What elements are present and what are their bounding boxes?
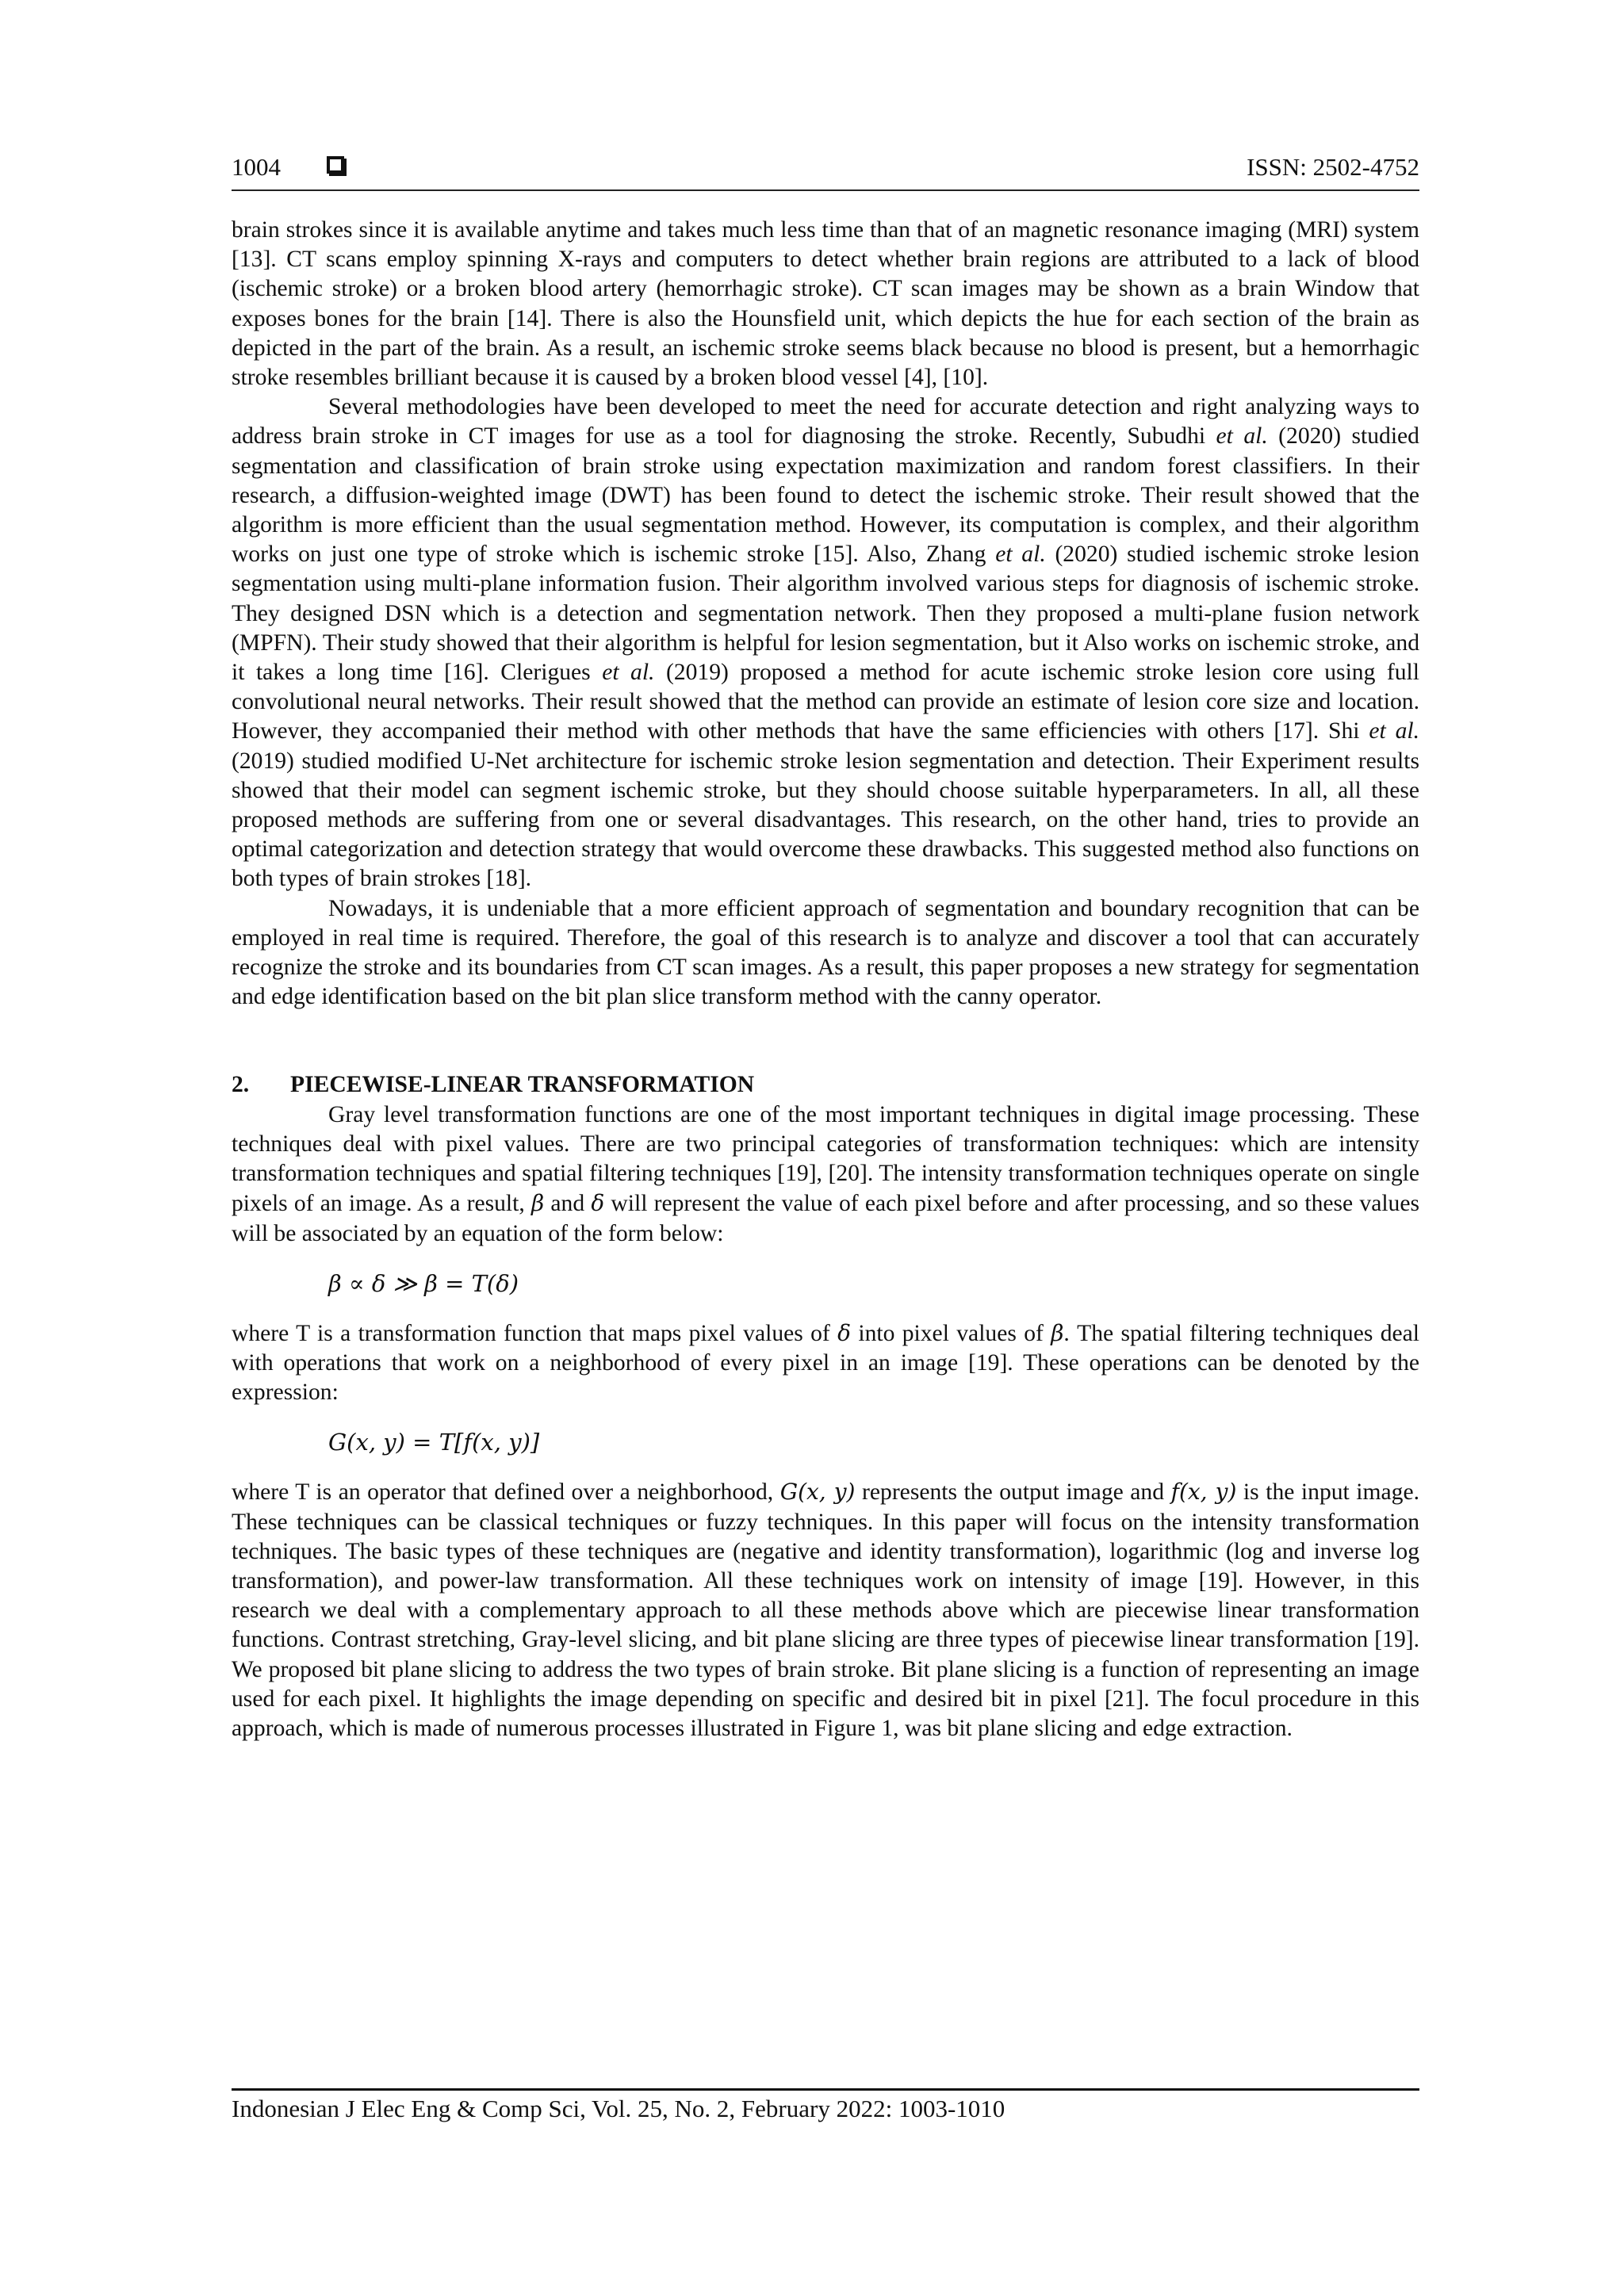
paragraph-motivation: Nowadays, it is undeniable that a more efficient approach of segmentation and boundary recognition that can be employed in real time is required. Therefore, the goal of this research is to analyze and discover a tool that can accurately recognize the stroke and its boundaries from CT scan images. As a result, this paper proposes a new strategy for segmentation and edge identification based on the bit plan slice transform method with the canny operator.	[232, 895, 1419, 1010]
paragraph-gray-level: Gray level transformation functions are one of the most important techniques in digital image processing. These techniques deal with pixel values. There are two principal categories of transformation techniques: which are intensity transformation techniques and spatial filtering techniques [19], [20]. The intensity transformation techniques operate on single pixels of an image. As a result, β and δ will represent the value of each pixel before and after processing, and so these values will be associated by an equation of the form below:	[232, 1101, 1419, 1246]
delta-symbol: δ	[591, 1190, 605, 1217]
equation-intensity-transform: β ∝ δ ≫ β = T(δ)	[328, 1269, 519, 1297]
page-number: 1004	[232, 153, 281, 181]
gxy-symbol: G(x, y)	[779, 1479, 856, 1506]
paragraph-intro-continuation: brain strokes since it is available anytime and takes much less time than that of an magnetic resonance imaging (MRI) system [13]. CT scans employ spinning X-rays and computers to detect whether brain regions are attributed to a lack of blood (ischemic stroke) or a broken blood artery (hemorrhagic stroke). CT scan images may be shown as a brain Window that exposes bones for the brain [14]. There is also the Hounsfield unit, which depicts the hue for each section of the brain as depicted in the part of the brain. As a result, an ischemic stroke seems black because no blood is present, but a hemorrhagic stroke resembles brilliant because it is caused by a broken blood vessel [4], [10].	[232, 217, 1419, 391]
journal-citation-footer: Indonesian J Elec Eng & Comp Sci, Vol. 25, No. 2, February 2022: 1003-1010	[232, 2095, 1005, 2122]
page-body	[232, 216, 1419, 1743]
page-header	[232, 153, 1419, 201]
paragraph-spatial-filtering: where T is a transformation function that maps pixel values of δ into pixel values of β. The spatial filtering techniques deal with operations that work on a neighborhood of every pixel in an image [19]. These operations can be denoted by the expression:	[232, 1319, 1419, 1406]
section-heading	[232, 1070, 1419, 1100]
equation-spatial-filter: G(x, y) = T[f(x, y)]	[328, 1429, 540, 1456]
section-number: 2.	[232, 1072, 250, 1098]
paragraph-related-work: Several methodologies have been developed to meet the need for accurate detection and right analyzing ways to address brain stroke in CT images for use as a tool for diagnosing the stroke. Recently, Subudhi et al. (2020) studied segmentation and classification of brain stroke using expectation maximization and random forest classifiers. In their research, a diffusion-weighted image (DWT) has been found to detect the ischemic stroke. Their result showed that the algorithm is more efficient than the usual segmentation method. However, its computation is complex, and their algorithm works on just one type of stroke which is ischemic stroke [15]. Also, Zhang et al. (2020) studied ischemic stroke lesion segmentation using multi-plane information fusion. Their algorithm involved various steps for diagnosis of ischemic stroke. They designed DSN which is a detection and segmentation network. Then they proposed a multi-plane fusion network (MPFN). Their study showed that their algorithm is helpful for lesion segmentation, but it Also works on ischemic stroke, and it takes a long time [16]. Clerigues et al. (2019) proposed a method for acute ischemic stroke lesion core using full convolutional neural networks. Their result showed that the method can provide an estimate of lesion core size and location. However, they accompanied their method with other methods that have the same efficiencies with others [17]. Shi et al. (2019) studied modified U-Net architecture for ischemic stroke lesion segmentation and detection. Their Experiment results showed that their model can segment ischemic stroke, but they should choose suitable hyperparameters. In all, all these proposed methods are suffering from one or several disadvantages. This research, on the other hand, tries to provide an optimal categorization and detection strategy that would overcome these drawbacks. This suggested method also functions on both types of brain strokes [18].	[232, 394, 1419, 892]
fxy-symbol: f(x, y)	[1170, 1479, 1237, 1506]
footer-divider	[232, 2088, 1419, 2091]
issn-label: ISSN: 2502-4752	[1247, 153, 1419, 181]
section-title: PIECEWISE-LINEAR TRANSFORMATION	[290, 1072, 755, 1098]
checkbox-square-icon	[327, 156, 344, 174]
beta-symbol: β	[530, 1190, 545, 1217]
paragraph-transform-types: where T is an operator that defined over a neighborhood, G(x, y) represents the output image and f(x, y) is the input image. These techniques can be classical techniques or fuzzy techniques. In this paper will focus on the intensity transformation techniques. The basic types of these techniques are (negative and identity transformation), logarithmic (log and inverse log transformation), and power-law transformation. All these techniques work on intensity of image [19]. However, in this research we deal with a complementary approach to all these methods above which are piecewise linear transformation functions. Contrast stretching, Gray-level slicing, and bit plane slicing are three types of piecewise linear transformation [19]. We proposed bit plane slicing to address the two types of brain stroke. Bit plane slicing is a function of representing an image used for each pixel. It highlights the image depending on specific and desired bit in pixel [21]. The focul procedure in this approach, which is made of numerous processes illustrated in Figure 1, was bit plane slicing and edge extraction.	[232, 1479, 1420, 1741]
header-divider	[232, 189, 1419, 191]
